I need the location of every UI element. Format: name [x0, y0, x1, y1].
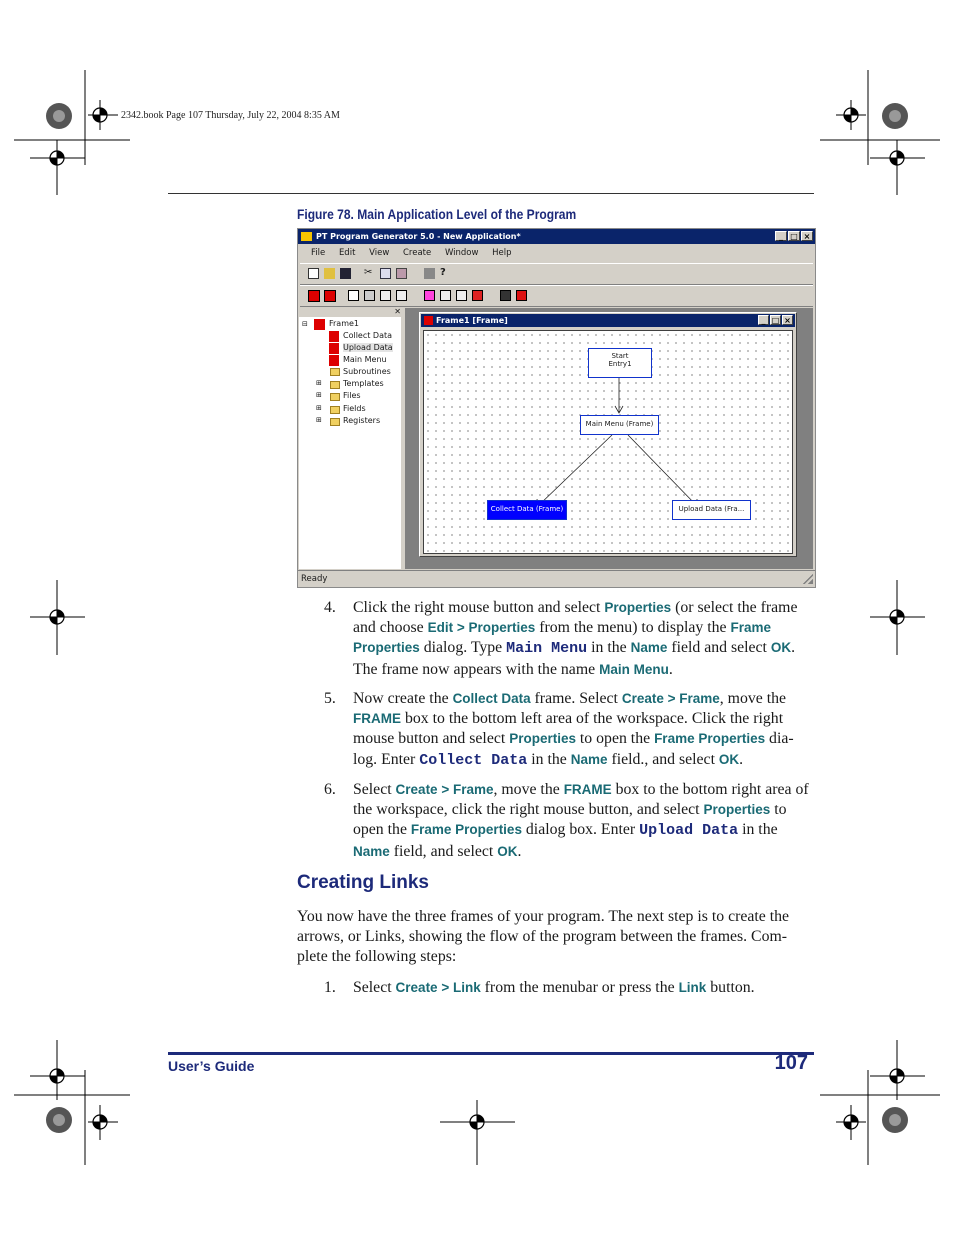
ui-term: Properties	[509, 731, 576, 747]
footer-title: User’s Guide	[168, 1058, 255, 1074]
text: .	[517, 842, 522, 860]
close-button[interactable]: ×	[801, 231, 813, 241]
text: dialog box. Enter	[521, 821, 640, 839]
text: in the	[738, 821, 778, 839]
child-window-title: Frame1 [Frame]	[436, 316, 508, 325]
text: dialog. Type	[419, 639, 507, 657]
ui-term: FRAME	[353, 711, 401, 727]
status-bar	[298, 570, 815, 587]
window-title: PT Program Generator 5.0 - New Application*	[316, 232, 521, 241]
tree-expand-icon[interactable]: ⊞	[316, 404, 322, 412]
ui-term: Collect Data	[452, 691, 531, 706]
help-icon[interactable]: ?	[440, 267, 446, 278]
tree-item-registers[interactable]: Registers	[343, 416, 381, 425]
folder-icon	[330, 368, 340, 376]
frame-toolbar	[300, 285, 813, 307]
text: .	[668, 660, 673, 678]
menu-view[interactable]: View	[369, 248, 390, 258]
page-number: 107	[774, 1052, 808, 1074]
text: frame. Select	[530, 690, 622, 707]
step-text	[353, 978, 815, 998]
ui-term: OK	[770, 640, 792, 656]
menu-edit[interactable]: Edit	[338, 248, 356, 258]
tree-item-subroutines[interactable]: Subroutines	[343, 367, 391, 376]
project-tree	[299, 317, 401, 569]
phone-tool-icon[interactable]	[500, 290, 511, 301]
ui-term: Edit > Properties	[427, 620, 536, 636]
ui-term: Properties	[703, 802, 771, 818]
app-icon	[301, 232, 312, 241]
tree-expand-icon[interactable]: ⊞	[316, 416, 322, 424]
entry-tool-icon[interactable]	[348, 290, 359, 301]
tree-item-templates[interactable]: Templates	[343, 379, 384, 388]
ui-term: FRAME	[563, 782, 612, 797]
ui-term: Properties	[604, 600, 672, 615]
ui-term: Create > Link	[395, 980, 481, 995]
text: from the menubar or press the	[480, 979, 679, 996]
footer-rule	[168, 1052, 814, 1055]
ui-term: Frame Properties	[654, 731, 766, 747]
ui-term: Link	[678, 980, 707, 995]
frame-root-icon	[314, 319, 325, 330]
save-icon[interactable]	[340, 268, 351, 279]
ui-term: Name	[630, 640, 668, 656]
text: field, and select	[389, 842, 498, 860]
step-number: 4.	[324, 599, 336, 616]
figure-caption: Figure 78. Main Application Level of the Program	[297, 206, 577, 222]
text: field and select	[667, 639, 771, 657]
text: box to the bottom right area of the workspace, click the right mouse button, and select	[353, 781, 809, 819]
tree-item-fields[interactable]: Fields	[343, 404, 366, 413]
paste-icon[interactable]	[396, 268, 407, 279]
connect-tool-icon[interactable]	[440, 290, 451, 301]
ui-term: Create > Frame	[395, 782, 494, 797]
menu-bar	[298, 245, 815, 262]
child-minimize-button[interactable]: _	[758, 315, 769, 325]
tree-expand-icon[interactable]: ⊞	[316, 379, 322, 387]
ui-term: OK	[718, 751, 740, 767]
open-icon[interactable]	[324, 268, 335, 279]
copy-icon[interactable]	[380, 268, 391, 279]
ui-term: OK	[497, 843, 518, 859]
text: , move the	[493, 781, 564, 798]
tree-expand-icon[interactable]: ⊞	[316, 391, 322, 399]
header-rule	[168, 193, 814, 194]
app-screenshot	[297, 228, 816, 588]
typed-text: Collect Data	[419, 751, 528, 769]
standard-toolbar	[300, 263, 813, 285]
text: button.	[706, 979, 755, 996]
upload-data-node[interactable]: Upload Data (Fra...	[672, 500, 751, 520]
text: in the	[527, 750, 571, 768]
ui-term: Frame Properties	[410, 822, 522, 838]
frame-icon	[424, 316, 433, 325]
section-heading: Creating Links	[297, 872, 429, 893]
text: to open the	[575, 730, 655, 748]
ui-term: Create > Frame	[621, 691, 720, 706]
text: field., and select	[607, 750, 719, 768]
intro-paragraph: You now have the three frames of your program. The next step is to create the arrows, or Links, showing the flow of the program between the frames. Com-plete the following steps:	[297, 908, 790, 966]
text: Select	[353, 979, 396, 996]
text: in the	[587, 639, 631, 657]
align-tool-icon[interactable]	[424, 290, 435, 301]
typed-text: Main Menu	[506, 640, 588, 658]
frame-tool-icon[interactable]	[308, 290, 320, 302]
print-icon[interactable]	[424, 268, 435, 279]
step-text	[353, 780, 815, 862]
folder-icon	[330, 381, 340, 389]
new-icon[interactable]	[308, 268, 319, 279]
step-text	[353, 598, 815, 680]
tree-item-files[interactable]: Files	[343, 391, 361, 400]
frame-icon	[329, 331, 339, 342]
link-tool-icon[interactable]	[380, 290, 391, 301]
minimize-button[interactable]: _	[775, 231, 787, 241]
folder-icon	[330, 393, 340, 401]
frame-canvas[interactable]	[423, 330, 793, 554]
window-titlebar	[298, 229, 815, 244]
menu-help[interactable]: Help	[492, 248, 512, 258]
child-titlebar	[421, 314, 795, 327]
ui-term: Frame Properties	[353, 620, 772, 656]
main-menu-node[interactable]: Main Menu (Frame)	[580, 415, 659, 435]
ui-term: Name	[570, 751, 608, 767]
tree-item-collect-data[interactable]: Collect Data	[343, 331, 393, 340]
start-entry-node[interactable]	[588, 348, 652, 378]
print-slug: 2342.book Page 107 Thursday, July 22, 2004 8:35 AM	[121, 110, 340, 121]
child-maximize-button[interactable]: □	[771, 316, 780, 325]
subroutine-tool-icon[interactable]	[324, 290, 336, 302]
tree-item-upload-data[interactable]: Upload Data	[343, 343, 393, 352]
menu-create[interactable]: Create	[402, 248, 432, 258]
cut-icon[interactable]: ✂	[364, 267, 373, 278]
step-number: 5.	[324, 690, 336, 707]
step-number: 1.	[324, 979, 336, 996]
text: to open the	[353, 801, 787, 839]
text: . The frame now appears with the name	[353, 639, 796, 678]
menu-window[interactable]: Window	[444, 248, 479, 258]
flag-tool-icon[interactable]	[472, 290, 483, 301]
child-window	[419, 312, 797, 557]
text: dia-log. Enter	[353, 730, 794, 768]
tree-pane-header: ✕	[394, 307, 401, 316]
start-label: Start	[611, 352, 629, 360]
tree-item-main-menu[interactable]: Main Menu	[343, 355, 387, 364]
menu-file[interactable]: File	[311, 248, 326, 258]
ui-term: Name	[353, 843, 390, 859]
text: box to the bottom left area of the workspace. Click the right mouse button and select	[353, 710, 784, 748]
decision-tool-icon[interactable]	[364, 290, 375, 301]
typed-text: Upload Data	[639, 822, 739, 840]
status-text: Ready	[301, 574, 328, 584]
text: from the menu) to display the	[535, 619, 731, 637]
text: .	[739, 750, 744, 768]
maximize-button[interactable]: □	[788, 231, 800, 241]
text: Click the right mouse button and select	[353, 599, 605, 616]
entry-label: Entry1	[608, 360, 632, 368]
step-text	[353, 689, 815, 771]
resize-grip-icon[interactable]	[803, 574, 813, 584]
text: Select	[353, 781, 396, 798]
text: Now create the	[353, 690, 453, 707]
text: (or select the frame and choose	[353, 599, 798, 637]
collect-data-node[interactable]: Collect Data (Frame)	[487, 500, 567, 520]
run-tool-icon[interactable]	[516, 290, 527, 301]
child-close-button[interactable]: ×	[782, 315, 793, 325]
folder-icon	[330, 406, 340, 414]
folder-icon	[330, 418, 340, 426]
route-tool-icon[interactable]	[456, 290, 467, 301]
tree-expand-icon[interactable]: ⊟	[302, 320, 308, 328]
tree-item-frame1[interactable]: Frame1	[329, 319, 360, 328]
text: , move the	[719, 690, 787, 707]
step-number: 6.	[324, 781, 336, 798]
frame-icon	[329, 343, 339, 354]
ui-term: Main Menu	[599, 661, 669, 677]
link-alt-tool-icon[interactable]	[396, 290, 407, 301]
frame-icon	[329, 355, 339, 366]
